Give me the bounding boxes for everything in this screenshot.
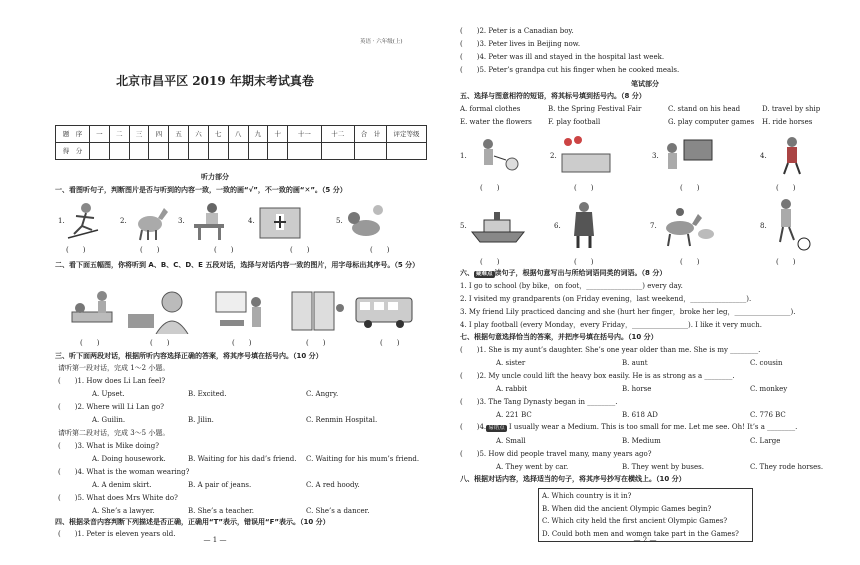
error-prone-tag: 易错点: [488, 425, 505, 431]
s7-q4-text: I usually wear a Medium. This is too small for me. Let me see. Oh! It’s a ________.: [506, 423, 798, 431]
s3-question-3: ( )3. What is Mike doing?: [58, 442, 160, 450]
s6-item-4: 4. I play football (every Monday，every Friday，________________). I like it very much.: [460, 321, 762, 329]
s1-label-5: 5.: [336, 217, 343, 225]
s7-question-2: ( )2. My uncle could lift the heavy box easily. He is as strong as a ________.: [460, 372, 735, 380]
s3-q4-option-c: C. A red hoody.: [306, 481, 360, 489]
s1-label-1: 1.: [58, 217, 65, 225]
s3-q1-option-a: A. Upset.: [92, 390, 125, 398]
section-4-title: 四、根据录音内容判断下列描述是否正确，正确用“T”表示，错误用“F”表示。（10 分）: [55, 518, 330, 526]
s5-label-4: 4.: [760, 152, 767, 160]
s7-q1-option-b: B. aunt: [622, 359, 648, 367]
score-cell: 六: [189, 126, 209, 143]
s2-paren-5[interactable]: ( ): [380, 339, 400, 347]
score-cell: 一: [90, 126, 110, 143]
s3-q2-option-a: A. Guilin.: [92, 416, 126, 424]
section-8-title: 八、根据对话内容，选择适当的句子，将其序号抄写在横线上。（10 分）: [460, 475, 686, 483]
riding-horses-picture: [658, 204, 718, 248]
skier-picture: [64, 200, 106, 242]
s7-q5-option-c: C. They rode horses.: [750, 463, 824, 471]
score-cell: 七: [208, 126, 228, 143]
header-tag: 英语 · 六年级(上): [360, 39, 403, 45]
score-table-score-row: [56, 143, 427, 160]
score-table-header-row: [56, 126, 427, 143]
s3-q5-option-a: A. She’s a lawyer.: [92, 507, 155, 515]
section-2-title: 二、看下面五幅图，你将听到 A、B、C、D、E 五段对话，选择与对话内容一致的图片，用字母标出其序号。（5 分）: [55, 261, 420, 269]
s7-q2-option-a: A. rabbit: [496, 385, 528, 393]
page-title: 北京市昌平区 2019 年期末考试真卷: [116, 74, 314, 88]
dog-picture: [344, 200, 386, 242]
s3-q1-option-b: B. Excited.: [188, 390, 227, 398]
s5-option-e: E. water the flowers: [460, 118, 532, 126]
shop-picture: [290, 288, 346, 334]
s4-question-3: ( )3. Peter lives in Beijing now.: [460, 40, 581, 48]
difficulty-tag: 疑难点: [476, 271, 493, 277]
bus-picture: [354, 292, 414, 332]
s7-question-1: ( )1. She is my aunt’s daughter. She’s one year older than me. She is my ________.: [460, 346, 761, 354]
score-cell: 十二: [321, 126, 355, 143]
s3-q3-option-c: C. Waiting for his mum’s friend.: [306, 455, 420, 463]
s7-q3-option-c: C. 776 BC: [750, 411, 786, 419]
score-cell: 五: [169, 126, 189, 143]
s4-question-4: ( )4. Peter was ill and stayed in the hospital last week.: [460, 53, 665, 61]
score-cell: 评定等级: [387, 126, 427, 143]
s7-q3-option-a: A. 221 BC: [496, 411, 532, 419]
s5-paren-2[interactable]: ( ): [574, 184, 594, 192]
score-cell: 三: [129, 126, 149, 143]
s5-paren-1[interactable]: ( ): [480, 184, 500, 192]
s3-sub-1: 请听第一段对话，完成 1～2 小题。: [58, 364, 170, 372]
s5-option-d: D. travel by ship: [762, 105, 821, 113]
s7-q2-option-b: B. horse: [622, 385, 652, 393]
s3-question-1: ( )1. How does Li Lan feel?: [58, 377, 166, 385]
classroom-picture: [212, 288, 274, 334]
s8-option-c: C. Which city held the first ancient Olympic Games?: [542, 517, 728, 525]
s5-paren-5[interactable]: ( ): [480, 258, 500, 266]
s5-option-b: B. the Spring Festival Fair: [548, 105, 642, 113]
score-input-cell[interactable]: [228, 143, 248, 160]
s3-q5-option-c: C. She’s a dancer.: [306, 507, 370, 515]
score-cell: 十一: [288, 126, 321, 143]
s5-option-g: G. play computer games: [668, 118, 755, 126]
s7-q4-prefix: ( )4.: [460, 423, 487, 431]
score-cell: 九: [248, 126, 268, 143]
s4-question-5: ( )5. Peter’s grandpa cut his finger when he cooked meals.: [460, 66, 680, 74]
score-cell: 四: [149, 126, 169, 143]
s2-paren-3[interactable]: ( ): [232, 339, 252, 347]
score-table: [55, 125, 427, 160]
s3-q4-option-b: B. A pair of jeans.: [188, 481, 252, 489]
s3-question-4: ( )4. What is the woman wearing?: [58, 468, 190, 476]
s5-paren-3[interactable]: ( ): [680, 184, 700, 192]
s5-label-3: 3.: [652, 152, 659, 160]
s7-question-3: ( )3. The Tang Dynasty began in ________.: [460, 398, 618, 406]
s5-label-6: 6.: [554, 222, 561, 230]
s2-paren-4[interactable]: ( ): [306, 339, 326, 347]
score-input-cell[interactable]: [189, 143, 209, 160]
writing-header: 笔试部分: [631, 80, 659, 88]
s8-option-a: A. Which country is it in?: [542, 492, 632, 500]
fair-picture: [558, 134, 614, 176]
s7-q1-option-a: A. sister: [496, 359, 526, 367]
s7-q4-option-a: A. Small: [496, 437, 526, 445]
s3-q2-option-c: C. Renmin Hospital.: [306, 416, 378, 424]
s5-label-7: 7.: [650, 222, 657, 230]
s1-paren-3[interactable]: ( ): [214, 246, 234, 254]
s7-q4-option-b: B. Medium: [622, 437, 661, 445]
listening-header: 听力部分: [201, 173, 229, 181]
hospital-picture: [256, 200, 304, 242]
s8-option-d: D. Could both men and women take part in the Games?: [542, 529, 739, 538]
s5-option-f: F. play football: [548, 118, 601, 126]
s3-q3-option-b: B. Waiting for his dad’s friend.: [188, 455, 297, 463]
score-cell: 题 序: [56, 126, 90, 143]
s5-option-h: H. ride horses: [762, 118, 813, 126]
s7-q1-option-c: C. cousin: [750, 359, 783, 367]
s5-label-2: 2.: [550, 152, 557, 160]
old-woman-picture: [126, 288, 196, 334]
ship-picture: [468, 206, 528, 248]
sewing-picture: [186, 200, 232, 242]
s1-label-3: 3.: [178, 217, 185, 225]
computer-games-picture: [660, 134, 720, 176]
sick-bed-picture: [68, 288, 118, 334]
section-1-title: 一、看图听句子，判断图片是否与听到的内容一致，一致的画“√”，不一致的画“✕”。（5 分）: [55, 186, 347, 194]
s6-item-1: 1. I go to school (by bike，on foot，________________) every day.: [460, 282, 683, 290]
s5-paren-4[interactable]: ( ): [776, 184, 796, 192]
s7-q4-option-c: C. Large: [750, 437, 781, 445]
score-input-cell[interactable]: [355, 143, 387, 160]
score-input-cell[interactable]: [288, 143, 321, 160]
score-cell: 二: [109, 126, 129, 143]
score-input-cell[interactable]: [109, 143, 129, 160]
score-cell: 合 计: [355, 126, 387, 143]
s7-question-4: [460, 423, 797, 432]
s3-q5-option-b: B. She’s a teacher.: [188, 507, 254, 515]
s1-label-4: 4.: [248, 217, 255, 225]
s7-q2-option-c: C. monkey: [750, 385, 788, 393]
score-cell: 八: [228, 126, 248, 143]
s5-paren-7[interactable]: ( ): [680, 258, 700, 266]
section-3-title: 三、听下面两段对话，根据所听内容选择正确的答案，将其序号填在括号内。（10 分）: [55, 352, 323, 360]
score-input-cell[interactable]: [321, 143, 355, 160]
score-cell: 十: [268, 126, 288, 143]
s5-option-a: A. formal clothes: [460, 105, 521, 113]
page-number: — 2 —: [633, 535, 657, 544]
score-input-cell[interactable]: [90, 143, 110, 160]
playing-picture: [768, 134, 816, 176]
s1-paren-1[interactable]: ( ): [66, 246, 86, 254]
s3-sub-2: 请听第二段对话，完成 3～5 小题。: [58, 429, 170, 437]
s3-q2-option-b: B. Jilin.: [188, 416, 214, 424]
s5-label-1: 1.: [460, 152, 467, 160]
score-input-cell[interactable]: [149, 143, 169, 160]
s5-label-8: 8.: [760, 222, 767, 230]
s7-q5-option-b: B. They went by buses.: [622, 463, 704, 471]
s6-item-2: 2. I visited my grandparents (on Friday evening，last weekend，________________).: [460, 295, 752, 303]
s6-item-3: 3. My friend Lily practiced dancing and she (hurt her finger，broke her leg，________________).: [460, 308, 796, 316]
formal-clothes-picture: [564, 200, 604, 250]
s1-paren-4[interactable]: ( ): [290, 246, 310, 254]
s1-paren-2[interactable]: ( ): [140, 246, 160, 254]
watering-flowers-picture: [468, 134, 524, 176]
s4-question-1: ( )1. Peter is eleven years old.: [58, 530, 176, 538]
page-2: [430, 0, 860, 565]
page-number: — 1 —: [203, 535, 227, 544]
s7-q3-option-b: B. 618 AD: [622, 411, 658, 419]
s5-paren-8[interactable]: ( ): [776, 258, 796, 266]
score-input-cell[interactable]: [129, 143, 149, 160]
s8-options-box: [538, 488, 753, 542]
score-input-cell[interactable]: [248, 143, 268, 160]
s7-question-5: ( )5. How did people travel many, many years ago?: [460, 450, 652, 458]
score-row-label: 得 分: [56, 143, 90, 160]
s6-title-text: 读句子，根据句意写出与所给词语同类的词语。（8 分）: [494, 269, 667, 277]
football-picture: [768, 196, 814, 252]
s2-paren-2[interactable]: ( ): [150, 339, 170, 347]
s6-title-prefix: 六、: [460, 269, 474, 277]
s7-q5-option-a: A. They went by car.: [496, 463, 569, 471]
s4-question-2: ( )2. Peter is a Canadian boy.: [460, 27, 574, 35]
s1-paren-5[interactable]: ( ): [370, 246, 390, 254]
s3-q1-option-c: C. Angry.: [306, 390, 339, 398]
s1-label-2: 2.: [120, 217, 127, 225]
section-7-title: 七、根据句意选择恰当的答案，并把序号填在括号内。（10 分）: [460, 333, 658, 341]
s2-paren-1[interactable]: ( ): [80, 339, 100, 347]
s5-paren-6[interactable]: ( ): [574, 258, 594, 266]
score-input-cell[interactable]: [387, 143, 427, 160]
section-5-title: 五、选择与图意相符的短语，将其标号填到括号内。（8 分）: [460, 92, 646, 100]
s3-q3-option-a: A. Doing housework.: [92, 455, 166, 463]
score-input-cell[interactable]: [208, 143, 228, 160]
s3-question-5: ( )5. What does Mrs White do?: [58, 494, 178, 502]
s3-question-2: ( )2. Where will Li Lan go?: [58, 403, 164, 411]
horse-picture: [128, 200, 170, 242]
s8-option-b: B. When did the ancient Olympic Games begin?: [542, 504, 712, 513]
score-input-cell[interactable]: [169, 143, 189, 160]
section-6-title: [460, 269, 666, 278]
s5-label-5: 5.: [460, 222, 467, 230]
s5-option-c: C. stand on his head: [668, 105, 741, 113]
s3-q4-option-a: A. A denim skirt.: [92, 481, 152, 489]
score-input-cell[interactable]: [268, 143, 288, 160]
